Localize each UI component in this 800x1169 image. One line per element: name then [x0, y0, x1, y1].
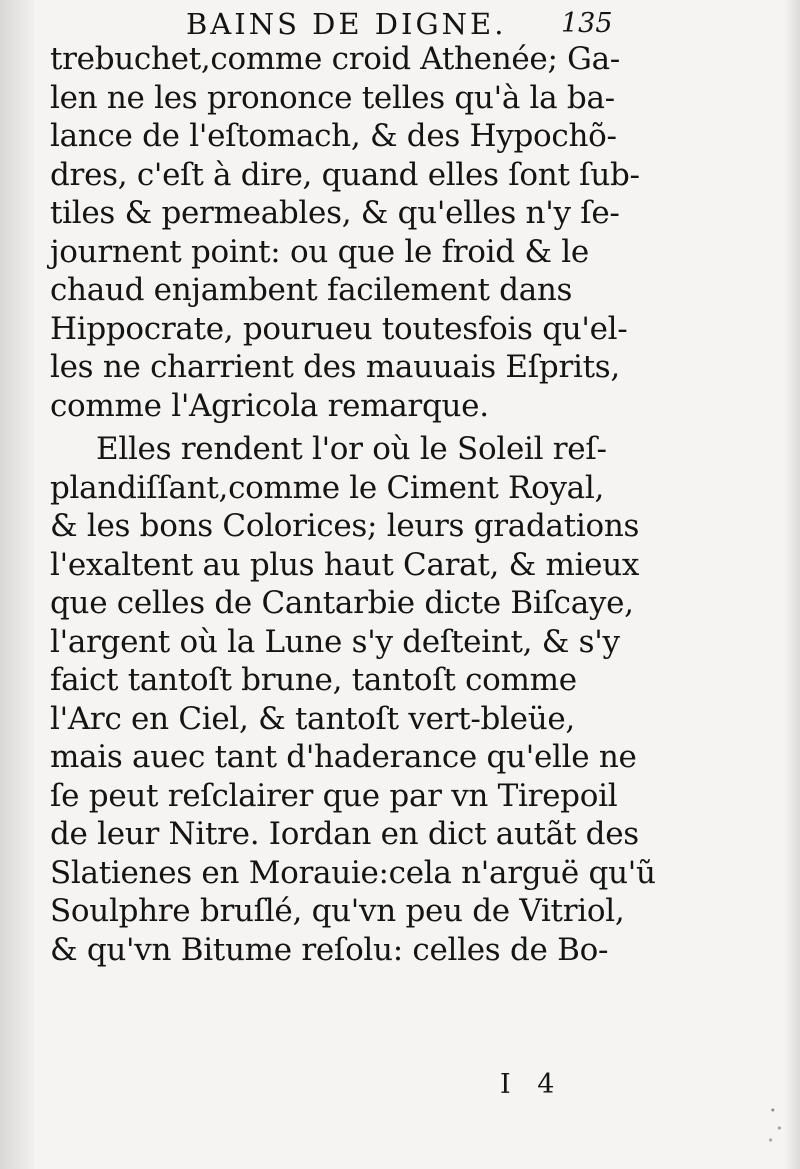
- text-line: Soulphre bruſlé, qu'vn peu de Vitriol,: [50, 893, 625, 929]
- text-line: journent point: ou que le froid & le: [50, 233, 589, 270]
- signature-mark: I 4: [500, 1069, 564, 1100]
- text-line: & qu'vn Bitume reſolu: celles de Bo-: [50, 931, 609, 968]
- page-edge-shadow: [784, 0, 800, 1169]
- text-line: lance de l'eſtomach, & des Hypochõ-: [50, 118, 617, 154]
- text-line: trebuchet,comme croid Athenée; Ga-: [50, 41, 620, 77]
- text-line: comme l'Agricola remarque.: [50, 387, 489, 424]
- text-line: & les bons Colorices; leurs gradations: [50, 508, 640, 544]
- paper-speckles: [764, 1092, 786, 1152]
- text-line: dres, c'eſt à dire, quand elles ſont ſub-: [50, 156, 640, 193]
- text-line: Hippocrate, pourueu toutesfois qu'el-: [50, 310, 628, 347]
- page-gutter-shadow: [0, 0, 34, 1169]
- text-line: de leur Nitre. Iordan en dict autãt des: [50, 816, 639, 852]
- running-title: BAINS DE DIGNE.: [186, 7, 507, 41]
- text-line: que celles de Cantarbie dicte Biſcaye,: [50, 585, 634, 621]
- text-line: chaud enjambent facilement dans: [50, 272, 573, 308]
- text-line: plandiſſant,comme le Ciment Royal,: [50, 469, 605, 506]
- text-line: l'Arc en Ciel, & tantoſt vert-bleüe,: [50, 700, 575, 737]
- body-text: [50, 40, 656, 969]
- paragraph-first-line: Elles rendent l'or où le Soleil reſ-: [96, 431, 607, 467]
- page-number: 135: [561, 8, 613, 39]
- text-line: l'exaltent au plus haut Carat, & mieux: [50, 546, 640, 583]
- text-line: faict tantoſt brune, tantoſt comme: [50, 662, 577, 698]
- text-line: l'argent où la Lune s'y deſteint, & s'y: [50, 623, 620, 660]
- text-line: les ne charrient des mauuais Eſprits,: [50, 349, 620, 385]
- text-line: ſe peut reſclairer que par vn Tirepoil: [50, 777, 618, 814]
- text-line: len ne les prononce telles qu'à la ba-: [50, 79, 615, 116]
- text-line: Slatienes en Morauie:cela n'arguë qu'ũ: [50, 854, 656, 891]
- text-line: mais auec tant d'haderance qu'elle ne: [50, 739, 637, 775]
- text-line: tiles & permeables, & qu'elles n'y ſe-: [50, 195, 620, 231]
